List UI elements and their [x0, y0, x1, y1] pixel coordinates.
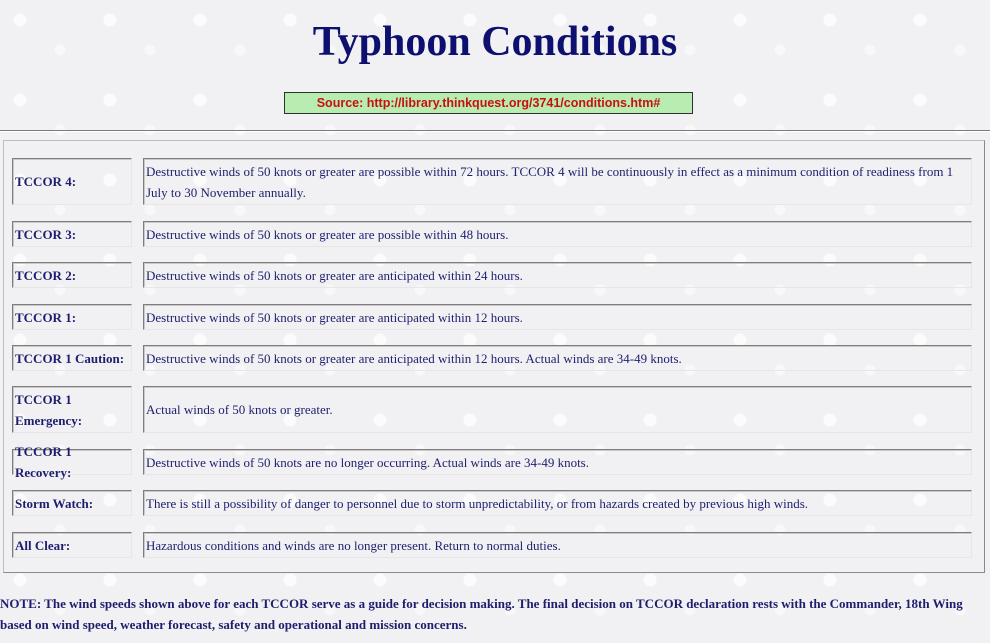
- condition-label: All Clear:: [12, 532, 132, 558]
- page-title: Typhoon Conditions: [312, 19, 678, 65]
- condition-description: Actual winds of 50 knots or greater.: [143, 386, 972, 433]
- condition-description: Destructive winds of 50 knots or greater are anticipated within 12 hours.: [143, 304, 972, 330]
- condition-description: Hazardous conditions and winds are no longer present. Return to normal duties.: [143, 532, 972, 558]
- condition-description: Destructive winds of 50 knots or greater are possible within 48 hours.: [143, 221, 972, 247]
- condition-description: Destructive winds of 50 knots or greater are anticipated within 24 hours.: [143, 262, 972, 288]
- condition-label: TCCOR 4:: [12, 158, 132, 205]
- condition-label: TCCOR 1 Emergency:: [12, 386, 132, 433]
- condition-label: Storm Watch:: [12, 490, 132, 516]
- condition-description: Destructive winds of 50 knots are no longer occurring. Actual winds are 34-49 knots.: [143, 449, 972, 475]
- condition-label: TCCOR 1:: [12, 304, 132, 330]
- condition-description: Destructive winds of 50 knots or greater are anticipated within 12 hours. Actual winds are 34-49 knots.: [143, 345, 972, 371]
- condition-description: There is still a possibility of danger to personnel due to storm unpredictability, or from hazards created by previous high winds.: [143, 490, 972, 516]
- source-link[interactable]: Source: http://library.thinkquest.org/3741/conditions.htm#: [316, 96, 661, 110]
- condition-label: TCCOR 3:: [12, 221, 132, 247]
- source-link-box[interactable]: [284, 92, 693, 114]
- footer-note: NOTE: The wind speeds shown above for each TCCOR serve as a guide for decision making. The final decision on TCCOR declaration rests with the Commander, 18th Wing based on wind speed, weather forecast, safety and operational and mission concerns.: [0, 596, 963, 632]
- condition-label: TCCOR 2:: [12, 262, 132, 288]
- condition-label: TCCOR 1 Recovery:: [12, 449, 132, 475]
- horizontal-divider: [0, 130, 990, 132]
- condition-description: Destructive winds of 50 knots or greater are possible within 72 hours. TCCOR 4 will be continuously in effect as a minimum condition of readiness from 1 July to 30 November annually.: [143, 158, 972, 205]
- condition-label: TCCOR 1 Caution:: [12, 345, 132, 371]
